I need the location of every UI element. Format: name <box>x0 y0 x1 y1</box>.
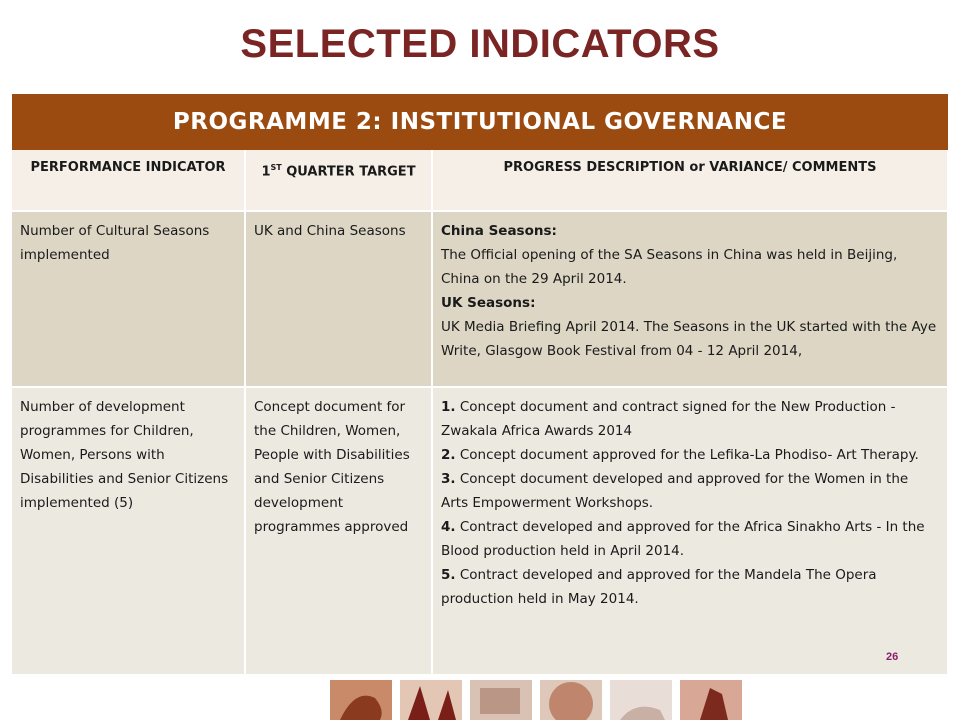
progress-item-text: Concept document developed and approved for the Women in the Arts Empowerment Workshops. <box>441 471 909 511</box>
header-performance-indicator: PERFORMANCE INDICATOR <box>12 150 245 211</box>
decorative-photo-strip <box>330 680 780 720</box>
progress-item-text: Contract developed and approved for the Africa Sinakho Arts - In the Blood production held in April 2014. <box>441 519 925 559</box>
progress-item <box>441 515 939 563</box>
indicators-table <box>12 150 949 676</box>
progress-item-number: 5. <box>441 567 456 583</box>
progress-item-text: Concept document and contract signed for the New Production - Zwakala Africa Awards 2014 <box>441 399 896 439</box>
programme-banner: PROGRAMME 2: INSTITUTIONAL GOVERNANCE <box>12 94 948 150</box>
indicator-cell: Number of Cultural Seasons implemented <box>12 211 245 387</box>
progress-item-number: 3. <box>441 471 456 487</box>
progress-item <box>441 395 939 443</box>
progress-item-text: Concept document approved for the Lefika-La Phodiso- Art Therapy. <box>455 447 919 463</box>
uk-seasons-text: UK Media Briefing April 2014. The Seasons in the UK started with the Aye Write, Glasgow Book Festival from 04 - 12 April 2014, <box>441 319 937 359</box>
progress-item-number: 1. <box>441 399 456 415</box>
header-target-label: QUARTER TARGET <box>281 164 416 180</box>
target-cell: Concept document for the Children, Women, People with Disabilities and Senior Citizens development programmes approved <box>245 387 432 675</box>
progress-cell <box>432 387 948 675</box>
header-progress-description: PROGRESS DESCRIPTION or VARIANCE/ COMMENTS <box>432 150 948 211</box>
china-seasons-heading: China Seasons: <box>441 223 557 239</box>
progress-item <box>441 563 939 611</box>
progress-item-text: Contract developed and approved for the Mandela The Opera production held in May 2014. <box>441 567 877 607</box>
table-row <box>12 387 948 675</box>
china-seasons-text: The Official opening of the SA Seasons in China was held in Beijing, China on the 29 April 2014. <box>441 247 898 287</box>
header-quarter-target <box>245 150 432 211</box>
table-row <box>12 211 948 387</box>
uk-seasons-heading: UK Seasons: <box>441 295 536 311</box>
header-target-number: 1 <box>261 164 271 180</box>
target-cell: UK and China Seasons <box>245 211 432 387</box>
progress-item-number: 2. <box>441 447 456 463</box>
indicator-cell: Number of development programmes for Children, Women, Persons with Disabilities and Senior Citizens implemented (5) <box>12 387 245 675</box>
page-number: 26 <box>886 651 899 663</box>
progress-item <box>441 467 939 515</box>
progress-item-number: 4. <box>441 519 456 535</box>
table-header-row <box>12 150 948 211</box>
header-target-suffix: ST <box>270 163 282 172</box>
slide-title: SELECTED INDICATORS <box>240 22 720 66</box>
progress-item <box>441 443 939 467</box>
progress-cell <box>432 211 948 387</box>
photo-figure-3 <box>480 688 520 714</box>
